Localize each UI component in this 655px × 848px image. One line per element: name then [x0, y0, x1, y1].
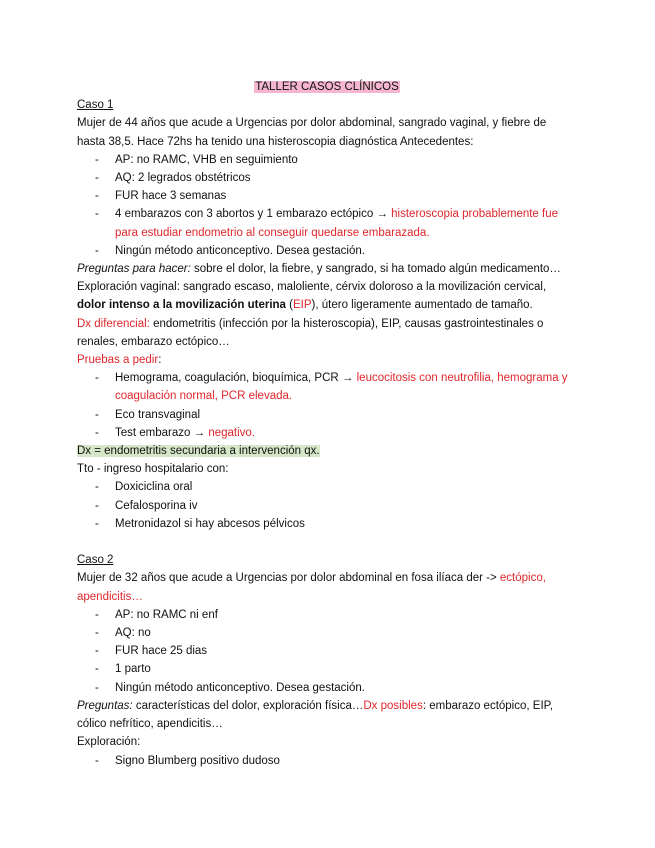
list-item: - 1 parto	[95, 663, 151, 676]
list-item-hallazgo: - Signo Blumberg positivo dudoso	[95, 754, 280, 767]
list-item-prueba: - Eco transvaginal	[95, 408, 201, 421]
list-item: - AP: no RAMC, VHB en seguimiento	[95, 153, 298, 166]
document-title: TALLER CASOS CLÍNICOS	[255, 81, 399, 93]
caso1-dx: Dx = endometritis secundaria a intervención qx.	[77, 445, 320, 458]
list-item: - FUR hace 3 semanas	[95, 190, 227, 203]
document-body	[77, 78, 577, 770]
list-item-tratamiento: - Doxiciclina oral	[95, 481, 193, 494]
caso2-exploracion: Exploración:	[77, 736, 141, 749]
caso1-heading: Caso 1	[77, 99, 114, 112]
list-item: - Ningún método anticonceptivo. Desea gestación.	[95, 244, 365, 257]
list-item: - AQ: no	[95, 627, 151, 640]
list-item-prueba-cont: coagulación normal, PCR elevada.	[115, 390, 293, 403]
list-item-prueba: - Test embarazo → negativo.	[95, 426, 255, 439]
list-item: - Ningún método anticonceptivo. Desea gestación.	[95, 681, 365, 694]
caso2-intro-line2: apendicitis…	[77, 590, 143, 603]
section-spacer	[77, 533, 577, 551]
caso1-preguntas: Preguntas para hacer: sobre el dolor, la fiebre, y sangrado, si ha tomado algún medicamento…	[77, 263, 561, 276]
caso1-pruebas-heading: Pruebas a pedir:	[77, 354, 162, 367]
caso2-dx-cont: cólico nefrítico, apendicitis…	[77, 718, 223, 731]
list-item-embarazos: - 4 embarazos con 3 abortos y 1 embarazo ectópico → histeroscopia probablemente fue	[95, 208, 559, 221]
caso1-exploracion-line2: dolor intenso a la movilización uterina (EIP), útero ligeramente aumentado de tamaño.	[77, 299, 533, 312]
caso1-dx-diferencial-cont: renales, embarazo ectópico…	[77, 335, 230, 348]
caso1-exploracion-line1: Exploración vaginal: sangrado escaso, maloliente, cérvix doloroso a la movilización cervical,	[77, 281, 547, 294]
list-item-prueba: - Hemograma, coagulación, bioquímica, PCR → leucocitosis con neutrofilia, hemograma y	[95, 372, 568, 385]
list-item: - AP: no RAMC ni enf	[95, 608, 218, 621]
list-item-tratamiento: - Metronidazol si hay abcesos pélvicos	[95, 517, 305, 530]
caso1-dx-diferencial: Dx diferencial: endometritis (infección por la histeroscopia), EIP, causas gastrointestinales o	[77, 317, 544, 330]
caso1-tto: Tto - ingreso hospitalario con:	[77, 463, 229, 476]
caso2-heading: Caso 2	[77, 554, 114, 567]
list-item-embarazos-cont: para estudiar endometrio al conseguir quedarse embarazada.	[115, 226, 430, 239]
list-item-tratamiento: - Cefalosporina iv	[95, 499, 198, 512]
caso1-intro-line1: Mujer de 44 años que acude a Urgencias por dolor abdominal, sangrado vaginal, y fiebre de	[77, 117, 547, 130]
caso1-intro-line2: hasta 38,5. Hace 72hs ha tenido una histeroscopia diagnóstica Antecedentes:	[77, 135, 474, 148]
caso2-preguntas: Preguntas: características del dolor, exploración física…Dx posibles: embarazo ectópico, EIP,	[77, 699, 554, 712]
list-item: - AQ: 2 legrados obstétricos	[95, 172, 251, 185]
caso2-intro-line1: Mujer de 32 años que acude a Urgencias por dolor abdominal en fosa ilíaca der -> ectópico,	[77, 572, 546, 585]
list-item: - FUR hace 25 dias	[95, 645, 208, 658]
